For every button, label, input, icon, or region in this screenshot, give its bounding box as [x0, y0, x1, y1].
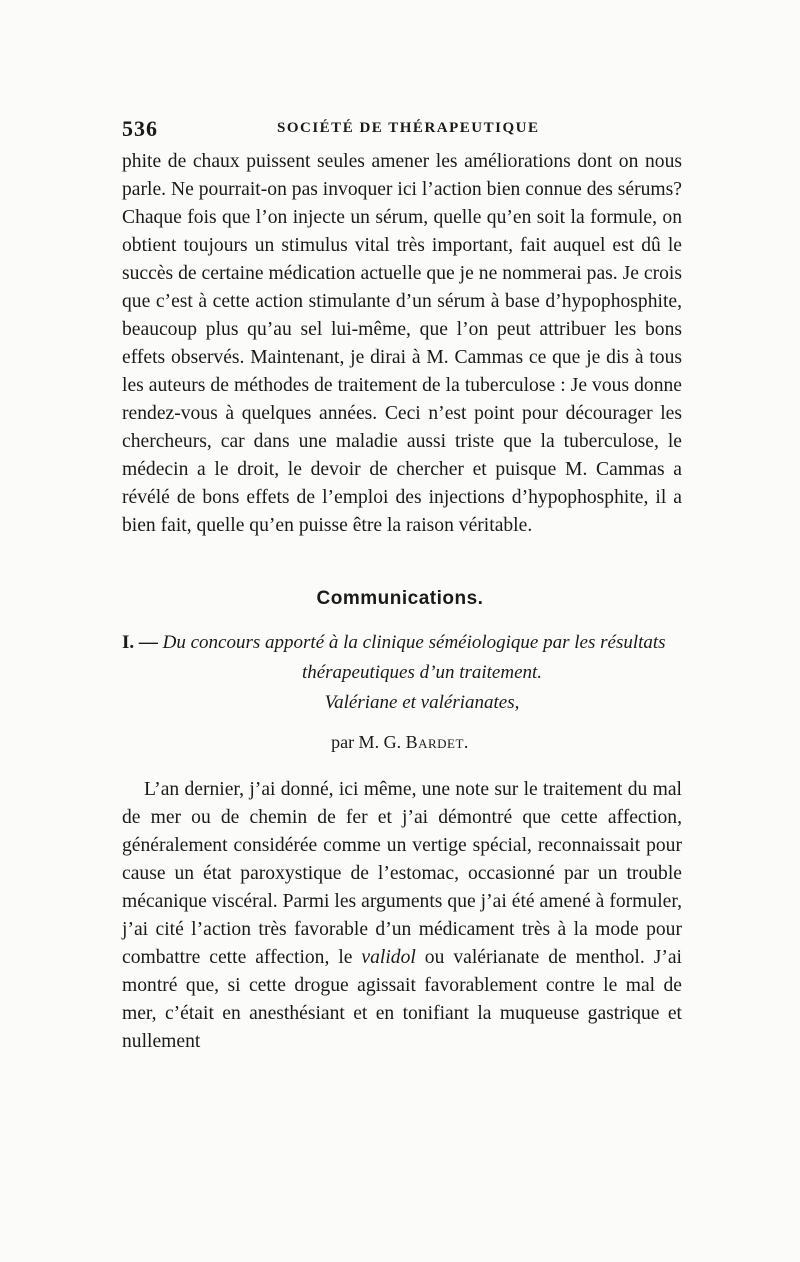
paragraph-discussion: phite de chaux puissent seules amener les améliorations dont on nous parle. Ne pourrait-on pas invoquer ici l’action bien connue des sérums? Chaque fois que l’on injecte un sérum, quelle qu’en soit la formule, on obtient toujours un stimulus vital très important, fait auquel est dû le succès de certaine médication actuelle que je ne nommerai pas. Je crois que c’est à cette action stimulante d’un sérum à base d’hypophosphite, beaucoup plus qu’au sel lui-même, que l’on peut attribuer les bons effets observés. Maintenant, je dirai à M. Cammas ce que je dis à tous les auteurs de méthodes de traitement de la tuberculose : Je vous donne rendez-vous à quelques années. Ceci n’est point pour décourager les chercheurs, car dans une maladie aussi triste que la tuberculose, le médecin a le droit, le devoir de chercher et puisque M. Cammas a révélé de bons effets de l’emploi des injections d’hypophosphite, il a bien fait, quelle qu’en puisse être la raison véritable.	[122, 151, 682, 536]
article-title-text: Du concours apporté à la clinique séméiologique par les résultats	[162, 632, 666, 653]
article-title-line1	[122, 628, 682, 658]
article-title-line2: thérapeutiques d’un traitement.	[301, 662, 543, 683]
article-subtitle: Valériane et valérianates,	[324, 692, 520, 713]
page-number: 536	[122, 116, 158, 141]
article-heading	[122, 628, 682, 718]
section-title: Communications.	[316, 588, 484, 609]
body-text-part2: ou valérianate de menthol. J’ai montré que, si cette drogue agissait favorablement contre le mal de mer, c’était en anesthésiant et en tonifiant la muqueuse gastrique et nullement	[122, 947, 683, 1052]
body-text-part1: L’an dernier, j’ai donné, ici même, une note sur le traitement du mal de mer ou de chemin de fer et j’ai démontré que cette affection, généralement considérée comme un vertige spécial, reconnaissait pour cause un état paroxystique de l’estomac, occasionné par un trouble mécanique viscéral. Parmi les arguments que j’ai été amené à formuler, j’ai cité l’action très favorable d’un médicament très à la mode pour combattre cette affection, le	[122, 779, 682, 968]
body-italic-term: validol	[361, 947, 416, 968]
byline-prefix: par M. G.	[331, 732, 402, 752]
running-title: SOCIÉTÉ DE THÉRAPEUTIQUE	[277, 120, 540, 136]
author-name: Bardet.	[405, 732, 469, 752]
page-header	[122, 116, 682, 142]
article-number: I. —	[122, 632, 158, 653]
paragraph-article-body	[122, 776, 682, 1056]
author-byline	[0, 732, 800, 753]
